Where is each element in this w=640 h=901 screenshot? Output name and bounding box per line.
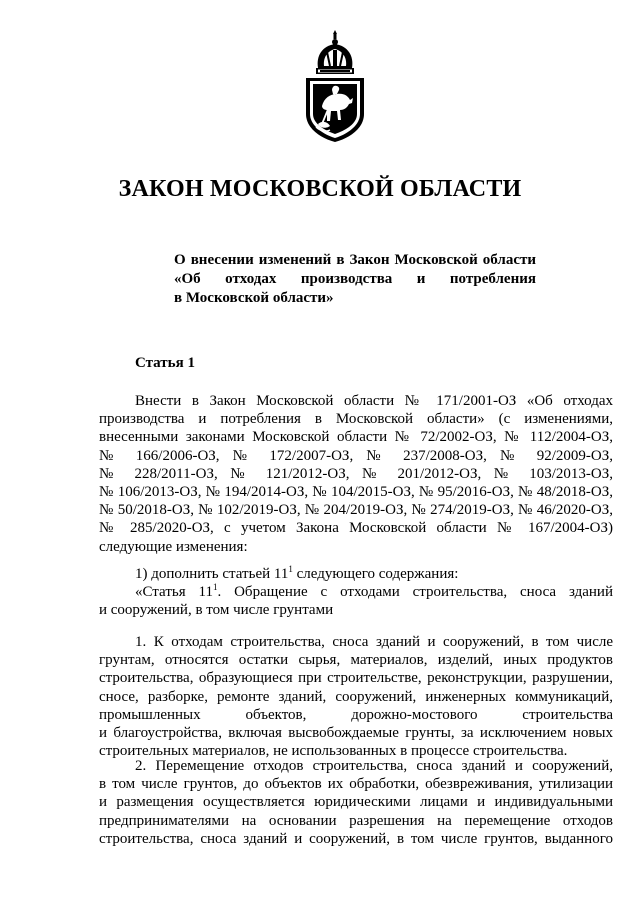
text-line: и благоустройства, включая высвобождаемые грунты, за исключением новых bbox=[99, 725, 613, 742]
text-line: строительства, образующиеся при строительстве, реконструкции, разрушении, bbox=[99, 670, 613, 687]
text-line bbox=[99, 583, 613, 601]
text-line: промышленных объектов, дорожно-мостового строительства bbox=[99, 706, 613, 723]
text-line: и размещения осуществляется юридическими лицами и индивидуальными bbox=[99, 794, 613, 811]
subtitle-line: в Московской области» bbox=[174, 290, 334, 306]
text-run: «Статья 11 bbox=[135, 584, 213, 600]
text-line: грунтам, относятся остатки сырья, материалов, изделий, иных продуктов bbox=[99, 652, 613, 669]
text-line: № 166/2006-ОЗ, № 172/2007-ОЗ, № 237/2008-ОЗ, № 92/2009-ОЗ, bbox=[99, 447, 613, 464]
text-run: . Обращение с отходами строительства, сноса зданий bbox=[217, 584, 613, 600]
text-line: № 50/2018-ОЗ, № 102/2019-ОЗ, № 204/2019-ОЗ, № 274/2019-ОЗ, № 46/2020-ОЗ, bbox=[99, 502, 613, 519]
item-1-paragraph bbox=[99, 565, 613, 583]
point-1-paragraph bbox=[99, 633, 613, 760]
text-line: сносе, разборке, ремонте зданий, сооружений, инженерных коммуникаций, bbox=[99, 688, 613, 705]
text-line: № 228/2011-ОЗ, № 121/2012-ОЗ, № 201/2012-ОЗ, № 103/2013-ОЗ, bbox=[99, 465, 613, 482]
law-subtitle bbox=[174, 251, 536, 308]
text-run: 1) дополнить статьей 11 bbox=[135, 566, 289, 582]
text-line: 1. К отходам строительства, сноса зданий и сооружений, в том числе bbox=[135, 634, 613, 650]
text-line: внесенными законами Московской области № 72/2002-ОЗ, № 112/2004-ОЗ, bbox=[99, 429, 613, 446]
subtitle-line: О внесении изменений в Закон Московской области bbox=[174, 252, 536, 268]
article-heading: Статья 1 bbox=[135, 355, 195, 371]
moscow-oblast-coat-of-arms-icon bbox=[300, 28, 370, 144]
text-line bbox=[99, 565, 613, 583]
text-line: производства и потребления в Московской области» (с изменениями, bbox=[99, 411, 613, 428]
subtitle-line: «Об отходах производства и потребления bbox=[174, 271, 536, 287]
article-11-1-heading bbox=[99, 583, 613, 619]
point-2-paragraph bbox=[99, 757, 613, 848]
text-line: строительства, сноса зданий и сооружений, в том числе грунтов, выданного bbox=[99, 830, 613, 847]
text-line: и сооружений, в том числе грунтами bbox=[99, 602, 334, 619]
text-line: следующие изменения: bbox=[99, 538, 248, 555]
text-line: предпринимателями на основании разрешения на перемещение отходов bbox=[99, 812, 613, 829]
intro-paragraph bbox=[99, 392, 613, 556]
text-line: Внести в Закон Московской области № 171/2001-ОЗ «Об отходах bbox=[135, 393, 613, 409]
law-title: ЗАКОН МОСКОВСКОЙ ОБЛАСТИ bbox=[118, 176, 522, 202]
text-line: № 106/2013-ОЗ, № 194/2014-ОЗ, № 104/2015-ОЗ, № 95/2016-ОЗ, № 48/2018-ОЗ, bbox=[99, 484, 613, 501]
text-run: следующего содержания: bbox=[292, 566, 459, 582]
text-line: № 285/2020-ОЗ, с учетом Закона Московской области № 167/2004-ОЗ) bbox=[99, 520, 613, 537]
superscript: 1 bbox=[288, 564, 293, 574]
text-line: в том числе грунтов, до объектов их обработки, обезвреживания, утилизации bbox=[99, 776, 613, 793]
text-line: 2. Перемещение отходов строительства, сноса зданий и сооружений, bbox=[135, 758, 613, 774]
superscript: 1 bbox=[212, 582, 218, 592]
text-line: строительных материалов, не использованных в процессе строительства. bbox=[99, 743, 568, 760]
